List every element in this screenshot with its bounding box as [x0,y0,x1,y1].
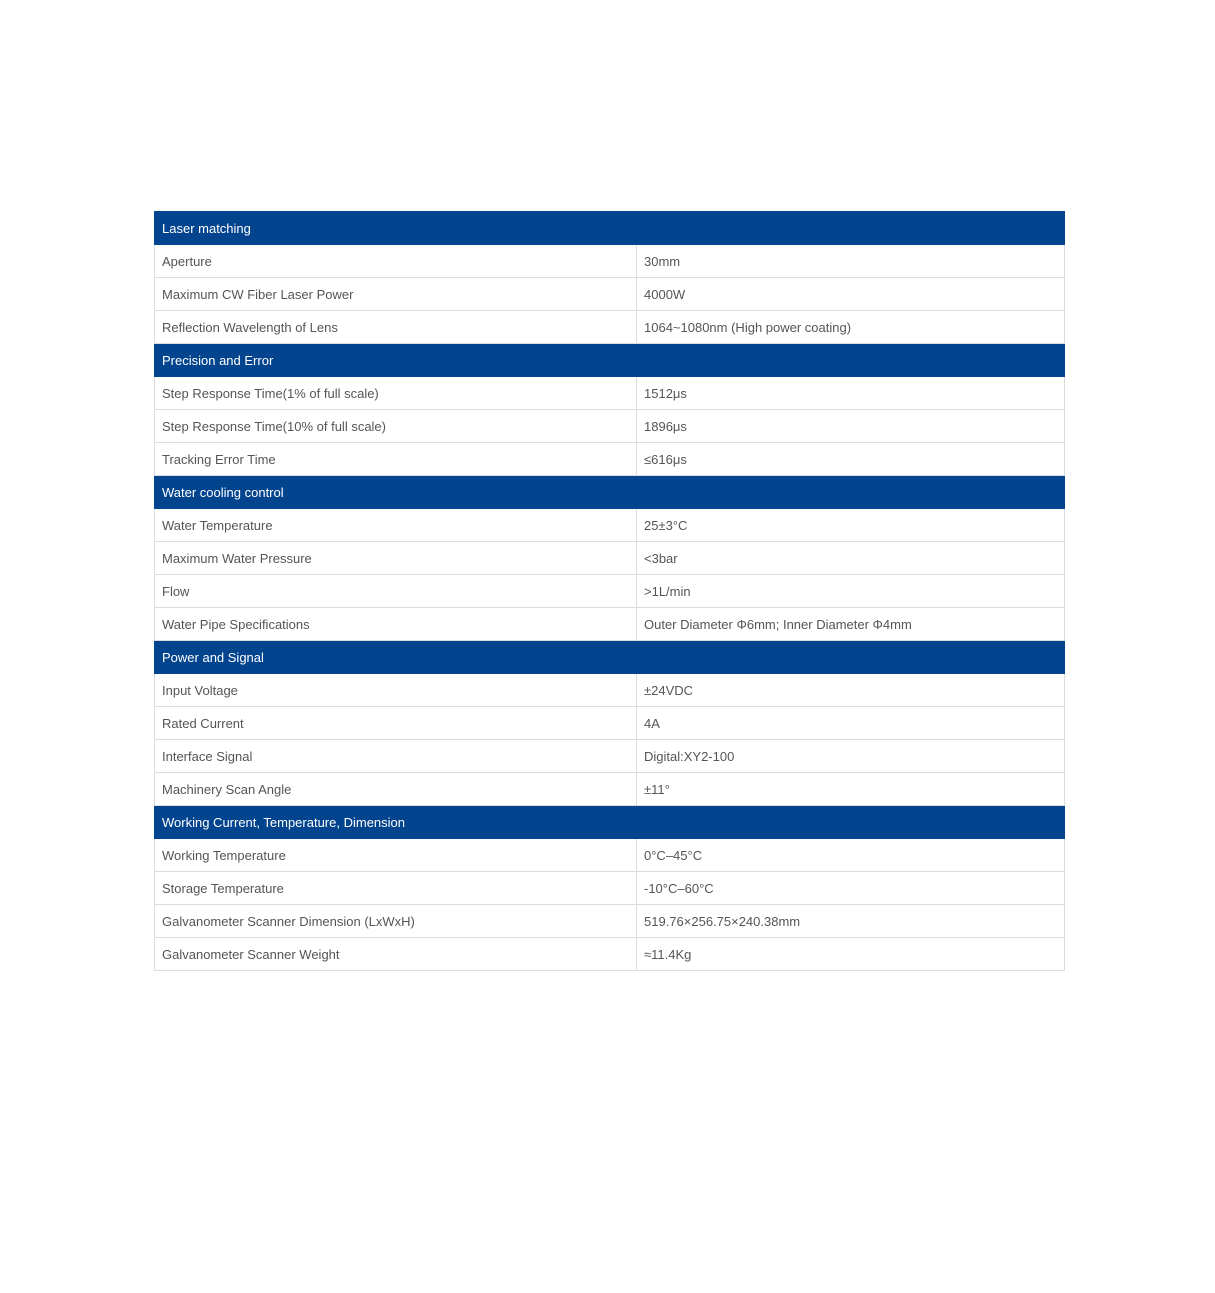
table-row [155,773,1065,806]
spec-label: Maximum Water Pressure [155,542,637,575]
spec-label: Galvanometer Scanner Dimension (LxWxH) [155,905,637,938]
spec-table [154,211,1065,971]
spec-label: Storage Temperature [155,872,637,905]
spec-value: ±11° [637,773,1065,806]
spec-value: 1064~1080nm (High power coating) [637,311,1065,344]
table-row [155,278,1065,311]
table-row [155,542,1065,575]
section-header-laser-matching [155,212,1065,245]
section-header-water-cooling-control [155,476,1065,509]
spec-value: 1896μs [637,410,1065,443]
spec-label: Reflection Wavelength of Lens [155,311,637,344]
table-row [155,839,1065,872]
spec-value: 1512μs [637,377,1065,410]
spec-value: 4000W [637,278,1065,311]
spec-label: Water Pipe Specifications [155,608,637,641]
spec-label: Step Response Time(1% of full scale) [155,377,637,410]
section-header-power-and-signal [155,641,1065,674]
spec-value: 30mm [637,245,1065,278]
table-row [155,674,1065,707]
spec-label: Rated Current [155,707,637,740]
spec-value: 519.76×256.75×240.38mm [637,905,1065,938]
spec-value: 4A [637,707,1065,740]
spec-label: Maximum CW Fiber Laser Power [155,278,637,311]
table-row [155,311,1065,344]
spec-label: Interface Signal [155,740,637,773]
table-row [155,608,1065,641]
spec-value: -10°C–60°C [637,872,1065,905]
section-title: Precision and Error [155,344,1065,377]
spec-value: Outer Diameter Φ6mm; Inner Diameter Φ4mm [637,608,1065,641]
table-row [155,707,1065,740]
table-row [155,410,1065,443]
spec-value: >1L/min [637,575,1065,608]
spec-value: ±24VDC [637,674,1065,707]
spec-label: Tracking Error Time [155,443,637,476]
table-row [155,575,1065,608]
section-header-precision-and-error [155,344,1065,377]
spec-label: Flow [155,575,637,608]
table-row [155,740,1065,773]
spec-value: ≈11.4Kg [637,938,1065,971]
section-title: Power and Signal [155,641,1065,674]
table-row [155,245,1065,278]
spec-value: <3bar [637,542,1065,575]
spec-label: Galvanometer Scanner Weight [155,938,637,971]
spec-label: Step Response Time(10% of full scale) [155,410,637,443]
spec-value: ≤616μs [637,443,1065,476]
section-title: Laser matching [155,212,1065,245]
table-row [155,938,1065,971]
spec-value: 25±3°C [637,509,1065,542]
section-header-working-current-temperature-dimension [155,806,1065,839]
spec-value: Digital:XY2-100 [637,740,1065,773]
table-row [155,443,1065,476]
section-title: Working Current, Temperature, Dimension [155,806,1065,839]
table-row [155,905,1065,938]
spec-label: Machinery Scan Angle [155,773,637,806]
table-row [155,872,1065,905]
section-title: Water cooling control [155,476,1065,509]
table-row [155,509,1065,542]
spec-label: Input Voltage [155,674,637,707]
table-row [155,377,1065,410]
spec-label: Working Temperature [155,839,637,872]
spec-label: Aperture [155,245,637,278]
spec-value: 0°C–45°C [637,839,1065,872]
spec-label: Water Temperature [155,509,637,542]
